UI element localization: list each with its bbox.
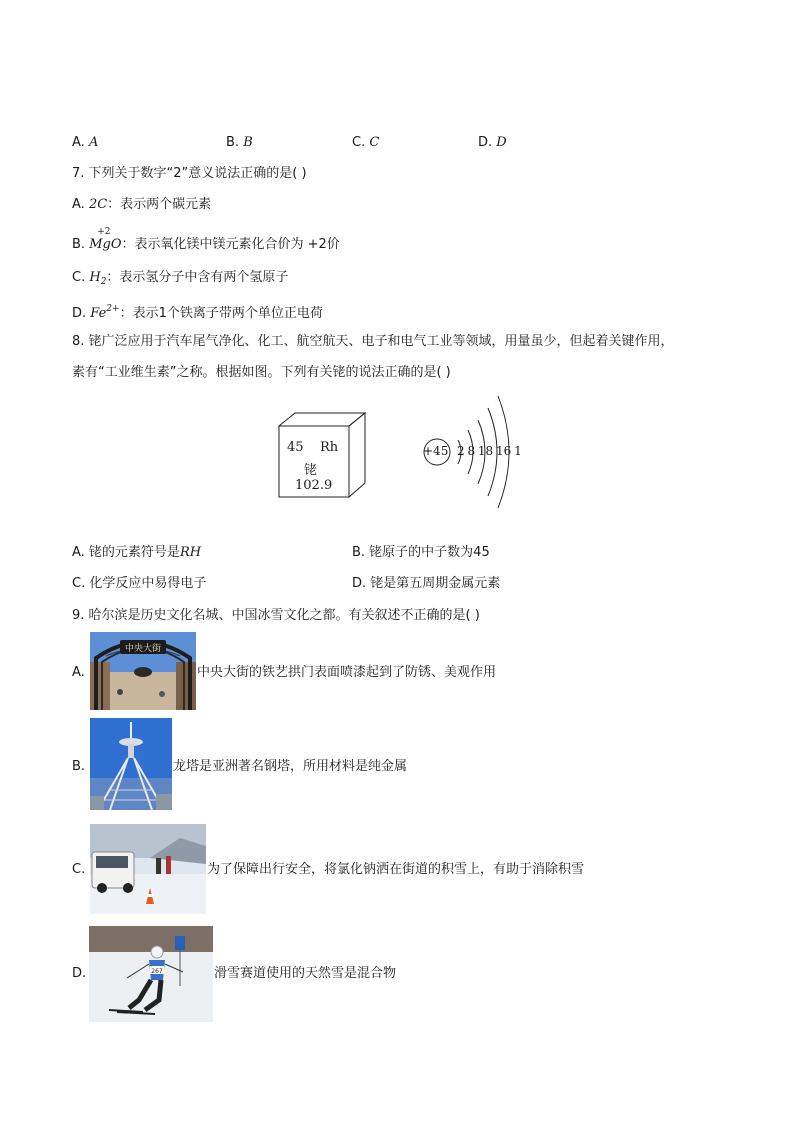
q7-option-d: D. $Fe^{2+}$：表示1个铁离子带两个单位正电荷 (72, 304, 323, 321)
element-name: 铑 (304, 463, 318, 478)
q8-option-c: C. 化学反应中易得电子 (72, 576, 207, 591)
atomic-mass: 102.9 (295, 478, 333, 493)
q7-option-c: C. $H_2$：表示氢分子中含有两个氢原子 (72, 270, 289, 287)
q7-option-b: B. +2 MgO：表示氧化镁中镁元素化合价为 +2价 (72, 236, 340, 254)
q8-option-d: D. 铑是第五周期金属元素 (352, 576, 501, 591)
q6-option-d: D. D (478, 135, 507, 150)
element-card (276, 410, 368, 500)
central-street-arch-photo (90, 632, 196, 710)
q9-option-a-text: 中央大街的铁艺拱门表面喷漆起到了防锈、美观作用 (197, 665, 497, 680)
salt-snow-street-photo (90, 824, 206, 914)
q9-option-b-label: B. (72, 759, 86, 774)
q8-stem-line2: 素有“工业维生素”之称。根据如图。下列有关铑的说法正确的是( ) (72, 365, 451, 380)
nucleus-charge: +45 (423, 444, 449, 458)
q8-option-b: B. 铑原子的中子数为45 (352, 545, 490, 560)
q9-option-a-label: A. (72, 665, 85, 680)
dragon-tower-photo (90, 718, 172, 810)
q6-option-b: B. B (226, 135, 253, 150)
atom-structure-diagram (420, 388, 530, 512)
element-symbol: Rh (320, 440, 339, 455)
arch-sign-text: 中央大街 (124, 644, 162, 654)
atomic-number: 45 (287, 440, 304, 455)
q6-option-a: A. A (72, 135, 99, 150)
charge-label: +2 (97, 227, 111, 237)
bib-number: 267 (151, 968, 163, 975)
q9-option-b-text: 龙塔是亚洲著名钢塔，所用材料是纯金属 (173, 759, 408, 774)
q6-option-c: C. C (352, 135, 380, 150)
q8-option-a: A. 铑的元素符号是RH (72, 545, 202, 560)
q7-option-a: A. 2C：表示两个碳元素 (72, 197, 212, 212)
skier-photo (89, 926, 213, 1022)
q7-stem: 7. 下列关于数字“2”意义说法正确的是( ) (72, 166, 307, 181)
q9-option-c-label: C. (72, 862, 86, 877)
shell-electrons: 2 8 18 16 1 (457, 444, 522, 458)
q9-stem: 9. 哈尔滨是历史文化名城、中国冰雪文化之都。有关叙述不正确的是( ) (72, 608, 480, 623)
q9-option-c-text: 为了保障出行安全，将氯化钠洒在街道的积雪上，有助于消除积雪 (207, 862, 585, 877)
q9-option-d-text: 滑雪赛道使用的天然雪是混合物 (214, 966, 397, 981)
q9-option-d-label: D. (72, 966, 87, 981)
q8-stem-line1: 8. 铑广泛应用于汽车尾气净化、化工、航空航天、电子和电气工业等领域，用量虽少，但起着关键作用， (72, 334, 674, 349)
